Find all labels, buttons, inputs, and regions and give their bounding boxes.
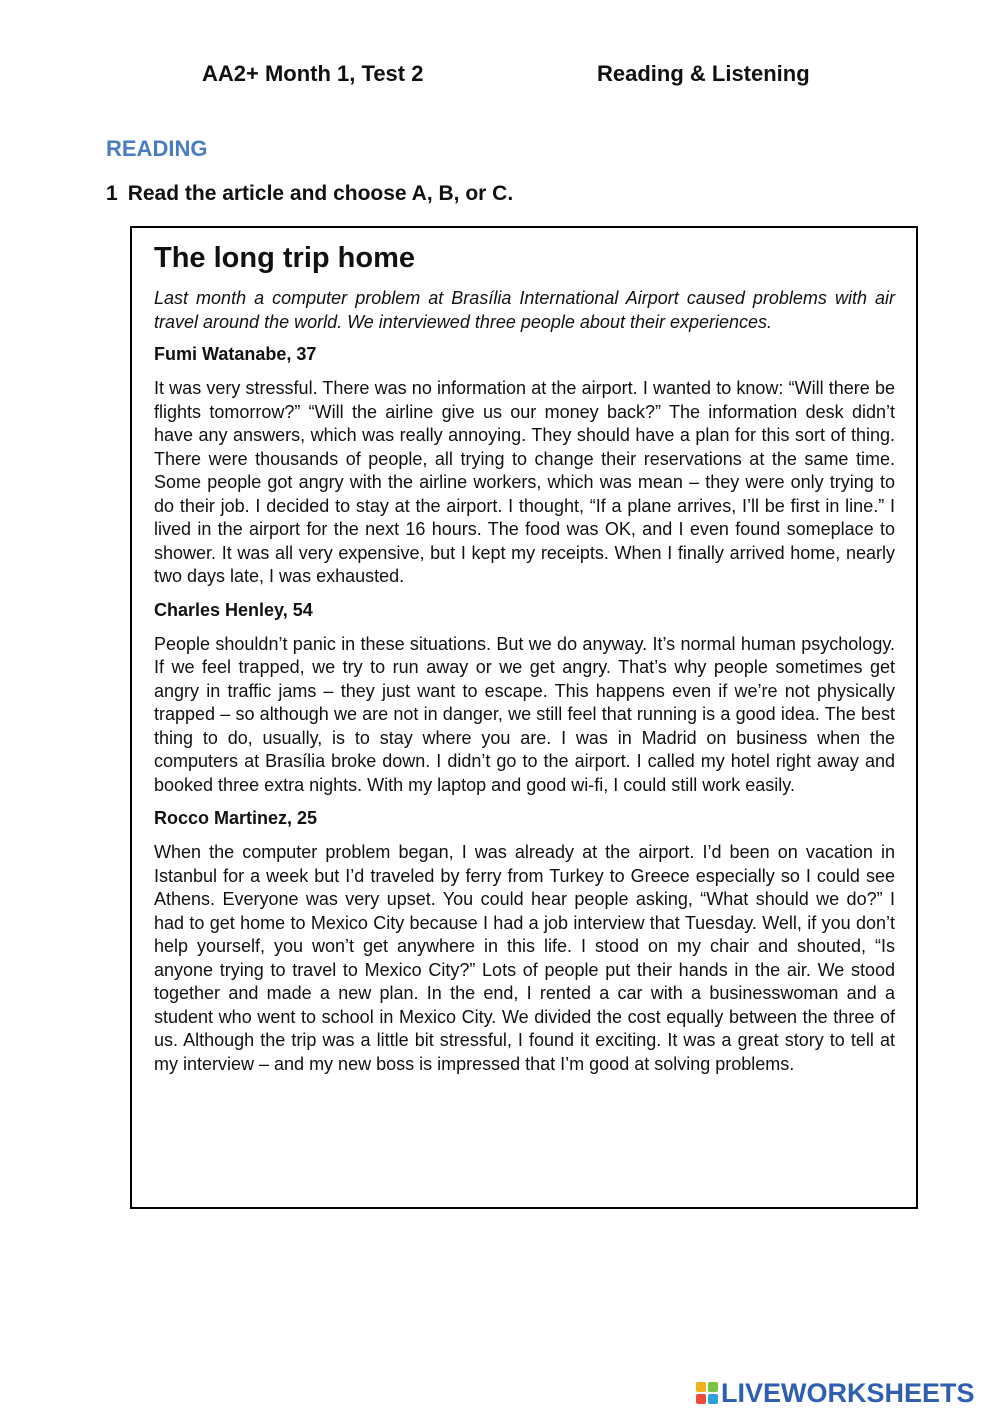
person-paragraph: It was very stressful. There was no information at the airport. I wanted to know: “Will there be flights tomorrow?” “Will the airline give us our money back?” The information desk didn’t have any answers, which was really annoying. They should have a plan for this sort of thing. There were thousands of people, all trying to change their reservations at the same time. Some people got angry with the airline workers, which was mean – they were only trying to do their job. I decided to stay at the airport. I thought, “If a plane arrives, I’ll be first in line.” I lived in the airport for the next 16 hours. The food was OK, and I even found someplace to shower. It was all very expensive, but I kept my receipts. When I finally arrived home, nearly two days late, I was exhausted.: [154, 378, 895, 586]
liveworksheets-logo-icon: [696, 1382, 718, 1404]
article-intro: Last month a computer problem at Brasília International Airport caused problems with air travel around the world. We interviewed three people about their experiences.: [154, 288, 895, 332]
task-text: Read the article and choose A, B, or C.: [127, 182, 514, 205]
logo-text: LIVEWORKSHEETS: [721, 1377, 975, 1408]
test-title: AA2+ Month 1, Test 2: [202, 61, 424, 86]
person-name: Fumi Watanabe, 37: [154, 344, 317, 364]
liveworksheets-logo[interactable]: [696, 1378, 975, 1408]
person-name: Rocco Martinez, 25: [154, 808, 318, 828]
section-label: READING: [106, 136, 208, 161]
person-paragraph: When the computer problem began, I was already at the airport. I’d been on vacation in Istanbul for a week but I’d traveled by ferry from Turkey to Greece especially so I could see Athens. Everyone was very upset. You could hear people asking, “What should we do?” I had to get home to Mexico City because I had a job interview that Tuesday. Well, if you don’t help yourself, you won’t get anywhere in this life. I stood on my chair and shouted, “Is anyone trying to travel to Mexico City?” Lots of people put their hands in the air. We stood together and made a new plan. In the end, I rented a car with a businesswoman and a student who went to school in Mexico City. We divided the cost equally between the three of us. Although the trip was a little bit stressful, I found it exciting. It was a great story to tell at my interview – and my new boss is impressed that I’m good at solving problems.: [154, 842, 895, 1074]
task-instruction: [106, 182, 513, 206]
task-number: 1: [106, 182, 118, 205]
person-paragraph: People shouldn’t panic in these situations. But we do anyway. It’s normal human psychology. If we feel trapped, we try to run away or we get angry. That’s why people sometimes get angry in traffic jams – they just want to escape. This happens even if we’re not physically trapped – so although we are not in danger, we still feel that running is a good idea. The best thing to do, usually, is to stay where you are. I was in Madrid on business when the computers at Brasília broke down. I didn’t go to the airport. I called my hotel right away and booked three extra nights. With my laptop and good wi-fi, I could still work easily.: [154, 633, 895, 795]
person-name: Charles Henley, 54: [154, 599, 313, 620]
article-box: [130, 226, 918, 1209]
skills-label: Reading & Listening: [597, 61, 810, 86]
article-title: The long trip home: [154, 242, 415, 274]
